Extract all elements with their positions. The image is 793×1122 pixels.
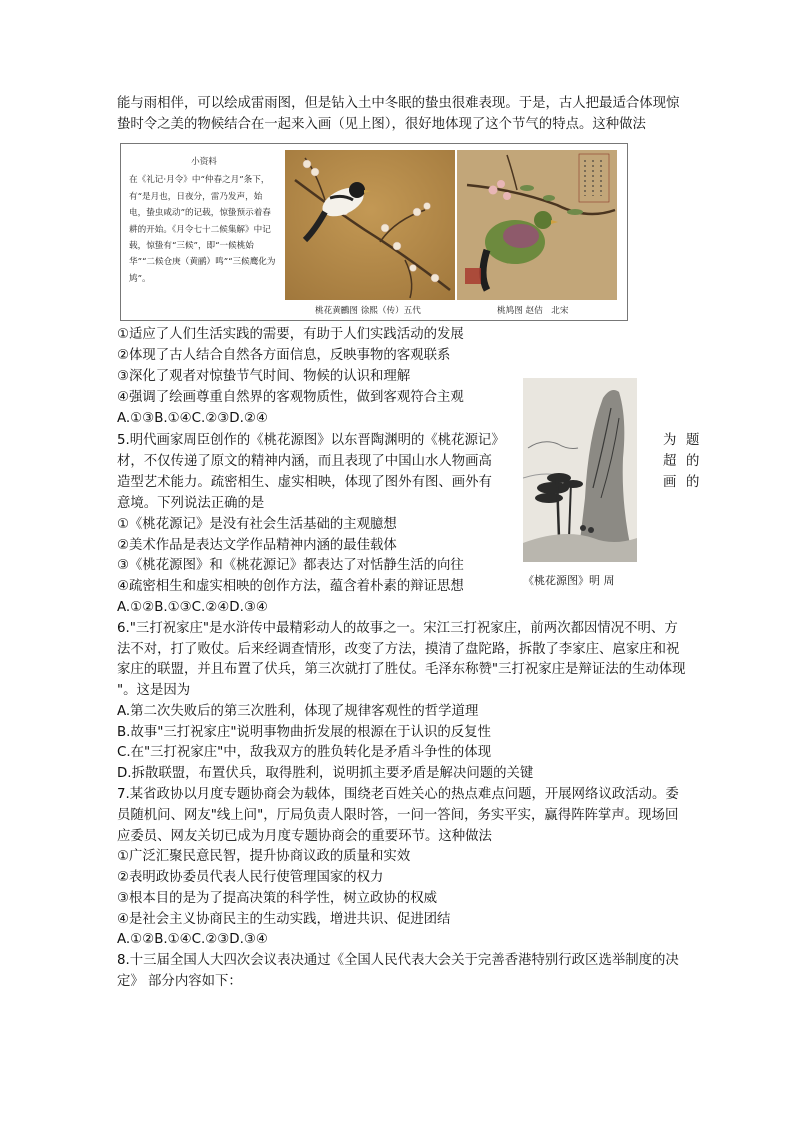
note-title: 小资料 (191, 157, 217, 167)
q6-line-1: 6."三打祝家庄"是水浒传中最精彩动人的故事之一。宋江三打祝家庄，前两次都因情况不明、方 (117, 621, 678, 636)
q6-option-b: B.故事"三打祝家庄"说明事物曲折发展的根源在于认识的反复性 (117, 725, 491, 740)
painting-peach-blossom-spring (523, 378, 637, 562)
q7-line-1: 7.某省政协以月度专题协商会为载体，围绕老百姓关心的热点难点问题，开展网络议政活动。委 (117, 787, 679, 802)
q5-line-2: 材，不仅传递了原文的精神内涵，而且表现了中国山水人物画高 (117, 454, 492, 469)
note-body: 在《礼记·月令》中“仲春之月”条下，有“是月也，日夜分，雷乃发声，始电，蛰虫咸动”的记载，惊蛰预示着春耕的开始。《月令七十二候集解》中记载，惊蛰有“三候”，即“一候桃始华”“二候仓庚（黄鹂）鸣”“三候鹰化为鸠”。 (129, 175, 276, 284)
q5-option-3: ③《桃花源图》和《桃花源记》都表达了对恬静生活的向往 (117, 558, 464, 573)
q7-option-4: ④是社会主义协商民主的生动实践，增进共识、促进团结 (117, 912, 451, 927)
q5-line-1-right-2: 题 (686, 433, 700, 448)
q5-line-2-right-1: 超 (663, 454, 677, 469)
caption-side-painting: 《桃花源图》明 周 (523, 574, 615, 587)
q6-option-c: C.在"三打祝家庄"中，敌我双方的胜负转化是矛盾斗争性的体现 (117, 745, 492, 760)
q5-option-1: ①《桃花源记》是没有社会生活基础的主观臆想 (117, 517, 397, 532)
painting-peach-oriole (285, 150, 455, 300)
caption-right-painting: 桃鸠图 赵佶 北宋 (497, 306, 569, 316)
q4-answer-choices: A.①③B.①④C.②③D.②④ (117, 411, 268, 426)
q7-answer-choices: A.①②B.①④C.②③D.③④ (117, 932, 268, 947)
q7-option-3: ③根本目的是为了提高决策的科学性，树立政协的权威 (117, 891, 437, 906)
q5-option-2: ②美术作品是表达文学作品精神内涵的最佳载体 (117, 538, 397, 553)
q5-line-1-right-1: 为 (663, 433, 677, 448)
q5-line-1: 5.明代画家周臣创作的《桃花源图》以东晋陶渊明的《桃花源记》 (117, 433, 505, 448)
q8-line-2: 定》 部分内容如下： (117, 974, 242, 989)
q6-line-3: 家庄的联盟，并且布置了伏兵，第三次就打了胜仗。毛泽东称赞"三打祝家庄是辩证法的生动体现 (117, 662, 686, 677)
q6-line-4: "。这是因为 (117, 683, 191, 698)
q5-line-4: 意境。下列说法正确的是 (117, 496, 265, 511)
q4-option-2: ②体现了古人结合自然各方面信息，反映事物的客观联系 (117, 348, 451, 363)
q6-line-2: 法不对，打了败仗。后来经调查情形，改变了方法，摸清了盘陀路，拆散了李家庄、扈家庄和祝 (117, 642, 680, 657)
q6-option-d: D.拆散联盟，布置伏兵，取得胜利，说明抓主要矛盾是解决问题的关键 (117, 766, 534, 781)
painting-peach-dove (457, 150, 617, 300)
q7-line-2: 员随机问、网友"线上问"，厅局负责人限时答，一问一答间，务实平实，赢得阵阵掌声。现场回 (117, 808, 679, 823)
q7-option-1: ①广泛汇聚民意民智，提升协商议政的质量和实效 (117, 849, 411, 864)
q5-answer-choices: A.①②B.①③C.②④D.③④ (117, 600, 268, 615)
q6-option-a: A.第二次失败后的第三次胜利，体现了规律客观性的哲学道理 (117, 704, 479, 719)
q4-option-3: ③深化了观者对惊蛰节气时间、物候的认识和理解 (117, 369, 411, 384)
q7-option-2: ②表明政协委员代表人民行使管理国家的权力 (117, 870, 384, 885)
q7-line-3: 应委员、网友关切已成为月度专题协商会的重要环节。这种做法 (117, 829, 492, 844)
para-line-1: 能与雨相伴，可以绘成雷雨图，但是钻入土中冬眠的蛰虫很难表现。于是，古人把最适合体现惊 (117, 96, 680, 111)
q5-line-3: 造型艺术能力。疏密相生、虚实相映，体现了图外有图、画外有 (117, 475, 492, 490)
q4-option-4: ④强调了绘画尊重自然界的客观物质性，做到客观符合主观 (117, 390, 464, 405)
q5-option-4: ④疏密相生和虚实相映的创作方法，蕴含着朴素的辩证思想 (117, 579, 464, 594)
figure-box (120, 143, 628, 321)
q5-line-2-right-2: 的 (686, 454, 700, 469)
q4-option-1: ①适应了人们生活实践的需要，有助于人们实践活动的发展 (117, 327, 464, 342)
caption-left-painting: 桃花黄鸝图 徐熙（传）五代 (315, 306, 421, 316)
q8-line-1: 8.十三届全国人大四次会议表决通过《全国人民代表大会关于完善香港特别行政区选举制度的决 (117, 953, 679, 968)
para-line-2: 蛰时令之美的物候结合在一起来入画（见上图），很好地体现了这个节气的特点。这种做法 (117, 117, 646, 132)
q5-line-3-right-1: 画 (663, 475, 677, 490)
note-text-block (129, 154, 279, 287)
q5-line-3-right-2: 的 (686, 475, 700, 490)
